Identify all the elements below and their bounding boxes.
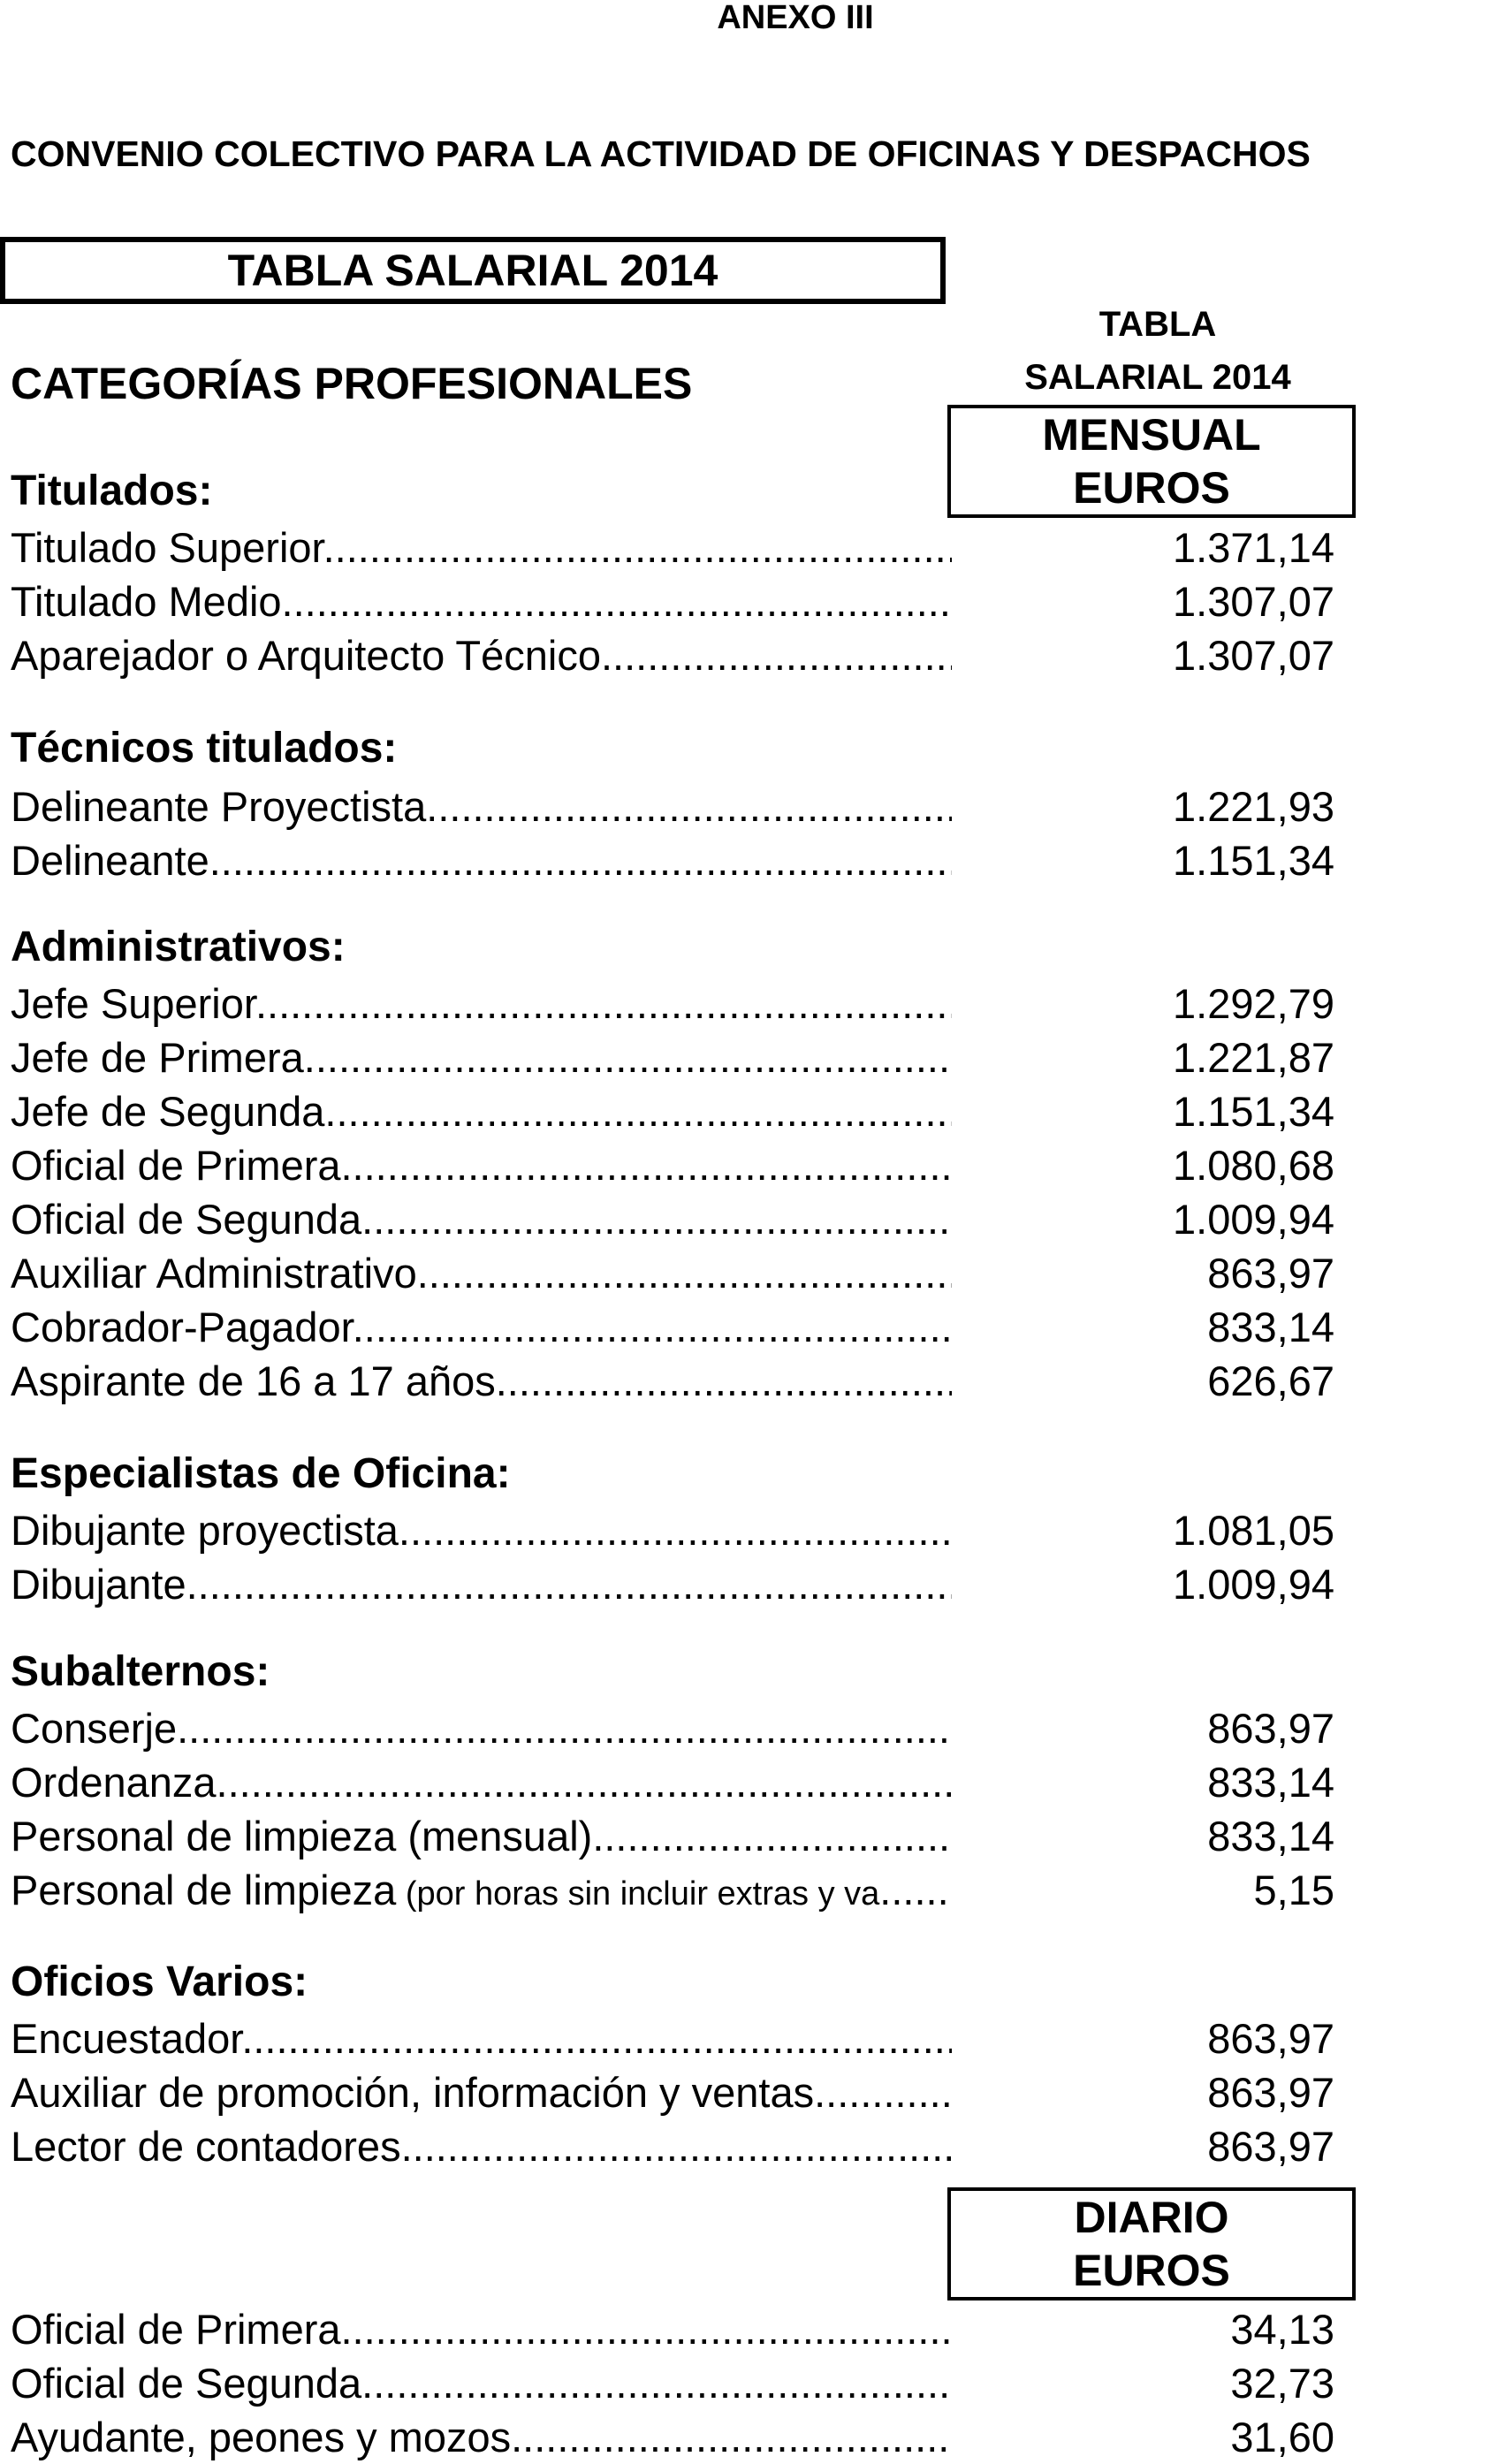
table-row: [11, 834, 1334, 887]
table-row: [11, 2120, 1334, 2173]
row-value: 863,97: [1207, 1250, 1334, 1297]
table-row: [11, 575, 1334, 628]
row-label: Delineante Proyectista .....: [11, 780, 952, 833]
row-label: Titulado Superior .....: [11, 521, 952, 574]
row-label: Dibujante proyectista .....: [11, 1504, 952, 1557]
row-label: Oficial de Primera .....: [11, 2303, 952, 2356]
row-label: Jefe Superior .....: [11, 977, 952, 1030]
section-title-titulados: Titulados:: [11, 468, 213, 514]
table-row: [11, 780, 1334, 833]
row-value: 31,60: [1230, 2414, 1334, 2460]
table-row: [11, 977, 1334, 1030]
row-value: 1.151,34: [1173, 1088, 1334, 1135]
monthly-euros-box: [947, 405, 1356, 518]
table-row: [11, 1031, 1334, 1084]
row-label: Lector de contadores .....: [11, 2120, 952, 2173]
table-row: [11, 2066, 1334, 2119]
categories-heading: CATEGORÍAS PROFESIONALES: [11, 359, 693, 408]
row-value: 1.151,34: [1173, 837, 1334, 884]
salary-table-box: TABLA SALARIAL 2014: [0, 237, 946, 304]
row-label: Encuestador .....: [11, 2012, 952, 2065]
row-value: 34,13: [1230, 2306, 1334, 2353]
table-row: [11, 1756, 1334, 1809]
row-value: 626,67: [1207, 1357, 1334, 1404]
table-row: [11, 1864, 1334, 1917]
row-value: 863,97: [1207, 1705, 1334, 1752]
row-value: 1.080,68: [1173, 1142, 1334, 1189]
daily-euros-box: [947, 2187, 1356, 2300]
row-value: 1.371,14: [1173, 524, 1334, 571]
row-value: 32,73: [1230, 2360, 1334, 2407]
row-label: Oficial de Segunda .....: [11, 1193, 952, 1246]
row-value: 1.081,05: [1173, 1507, 1334, 1554]
row-value: 833,14: [1207, 1813, 1334, 1859]
table-row: [11, 2357, 1334, 2410]
row-label: Auxiliar de promoción, información y ventas .....: [11, 2066, 952, 2119]
table-row: [11, 1247, 1334, 1300]
row-label: Oficial de Primera .....: [11, 1139, 952, 1192]
table-row: [11, 1085, 1334, 1138]
table-row: [11, 1301, 1334, 1354]
euros-label: EUROS: [1073, 463, 1230, 513]
row-label: Ordenanza .....: [11, 1756, 952, 1809]
row-value: 5,15: [1253, 1867, 1334, 1913]
row-label: [11, 1864, 952, 1920]
table-row: [11, 2303, 1334, 2356]
row-value: 833,14: [1207, 1304, 1334, 1350]
row-value: 1.221,87: [1173, 1034, 1334, 1081]
table-row: [11, 1139, 1334, 1192]
row-label: Jefe de Segunda .....: [11, 1085, 952, 1138]
section-title-oficios: Oficios Varios:: [11, 1958, 308, 2005]
daily-label: DIARIO: [1074, 2193, 1229, 2242]
row-label: Oficial de Segunda .....: [11, 2357, 952, 2410]
table-row: [11, 1193, 1334, 1246]
row-label: Auxiliar Administrativo .....: [11, 1247, 952, 1300]
table-row: [11, 1810, 1334, 1863]
row-value: 863,97: [1207, 2015, 1334, 2062]
column-header-line1: TABLA: [1098, 305, 1217, 344]
row-label-note: (por horas sin incluir extras y va: [396, 1875, 880, 1913]
row-label: Aparejador o Arquitecto Técnico .....: [11, 629, 952, 682]
table-row: [11, 2012, 1334, 2065]
row-label: Jefe de Primera .....: [11, 1031, 952, 1084]
row-value: 863,97: [1207, 2069, 1334, 2116]
row-label: Dibujante .....: [11, 1558, 952, 1611]
row-label: Delineante .....: [11, 834, 952, 887]
annex-heading: ANEXO III: [717, 0, 874, 36]
row-value: 1.009,94: [1173, 1196, 1334, 1243]
section-title-tecnicos: Técnicos titulados:: [11, 725, 398, 772]
row-label: Conserje .....: [11, 1702, 952, 1755]
row-value: 1.221,93: [1173, 783, 1334, 830]
table-row: [11, 1702, 1334, 1755]
row-label: Titulado Medio .....: [11, 575, 952, 628]
row-label: Personal de limpieza (mensual) .....: [11, 1810, 952, 1863]
table-row: [11, 1504, 1334, 1557]
section-title-especialistas: Especialistas de Oficina:: [11, 1450, 511, 1497]
row-label-main: Personal de limpieza: [11, 1867, 397, 1913]
column-header-line2: SALARIAL 2014: [1024, 358, 1291, 397]
table-row: [11, 1558, 1334, 1611]
row-label: Aspirante de 16 a 17 años .....: [11, 1355, 952, 1408]
section-title-administrativos: Administrativos:: [11, 924, 346, 970]
monthly-label: MENSUAL: [1042, 410, 1261, 460]
row-value: 833,14: [1207, 1759, 1334, 1806]
row-label: Cobrador-Pagador .....: [11, 1301, 952, 1354]
row-value: 1.292,79: [1173, 980, 1334, 1027]
row-value: 1.009,94: [1173, 1561, 1334, 1608]
row-value: 1.307,07: [1173, 578, 1334, 625]
euros-label: EUROS: [1073, 2246, 1230, 2295]
table-row: [11, 521, 1334, 574]
section-title-subalternos: Subalternos:: [11, 1648, 270, 1695]
table-row: [11, 2411, 1334, 2464]
row-label: Ayudante, peones y mozos .....: [11, 2411, 952, 2464]
row-value: 863,97: [1207, 2123, 1334, 2170]
agreement-title: CONVENIO COLECTIVO PARA LA ACTIVIDAD DE OFICINAS Y DESPACHOS: [11, 133, 1311, 174]
table-row: [11, 629, 1334, 682]
table-row: [11, 1355, 1334, 1408]
row-value: 1.307,07: [1173, 632, 1334, 679]
